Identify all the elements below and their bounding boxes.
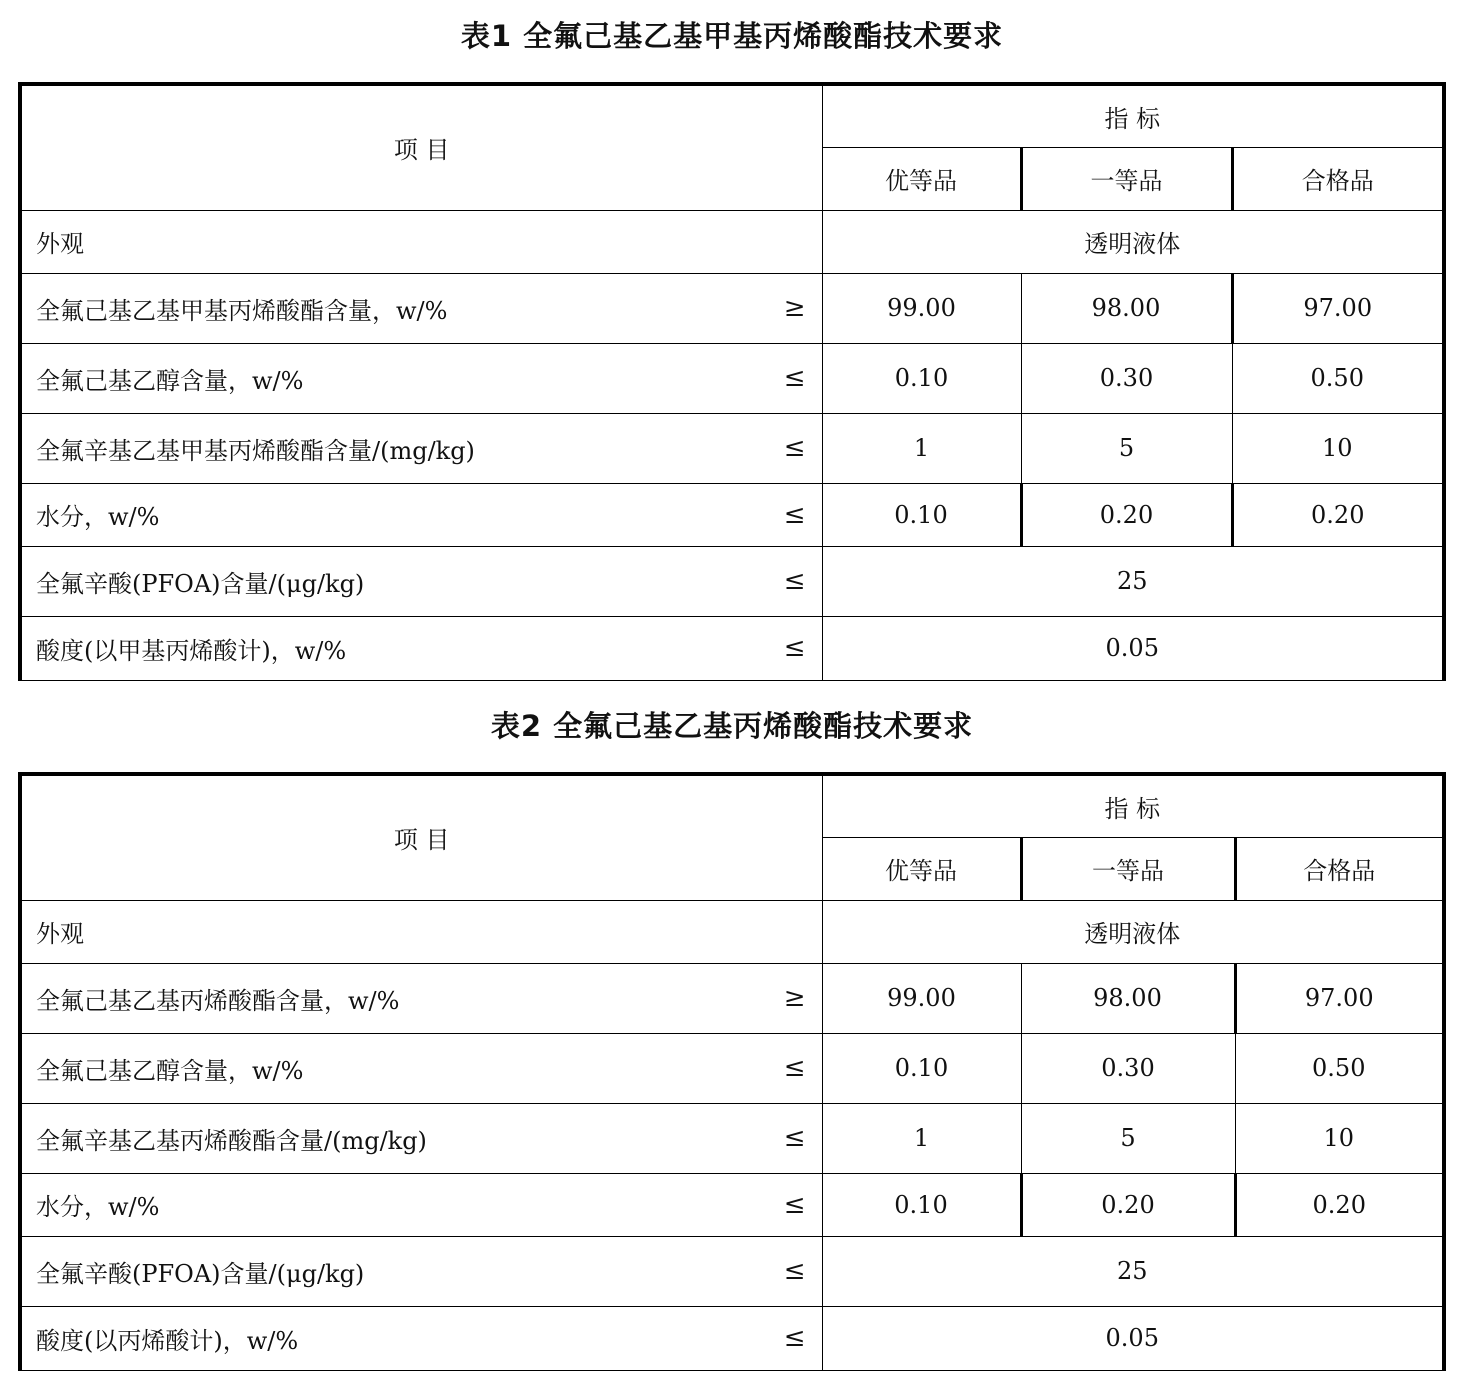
table-row [20,546,1444,616]
value-qualified: 10 [1235,1103,1444,1173]
row-label: 全氟辛酸(PFOA)含量/(μg/kg) [36,569,365,598]
merged-value: 25 [822,546,1444,616]
value-qualified: 97.00 [1232,273,1444,343]
header-grade-qualified: 合格品 [1235,837,1444,900]
row-label: 酸度(以丙烯酸计)，w/% [36,1326,299,1355]
table-row [20,1173,1444,1236]
table-1-caption: 表1 全氟己基乙基甲基丙烯酸酯技术要求 [460,19,1004,53]
header-grade-first: 一等品 [1021,147,1232,210]
value-first: 0.30 [1021,343,1232,413]
table-row [20,343,1444,413]
comparison-symbol: ≤ [783,1256,806,1286]
table-row [20,483,1444,546]
header-grade-premium: 优等品 [822,837,1021,900]
row-label: 全氟己基乙基甲基丙烯酸酯含量，w/% [36,296,448,325]
comparison-symbol: ≥ [783,293,806,323]
row-label: 水分，w/% [36,503,160,531]
value-qualified: 0.20 [1232,483,1444,546]
row-label: 水分，w/% [36,1193,160,1221]
value-first: 98.00 [1021,273,1232,343]
value-qualified: 0.20 [1235,1173,1444,1236]
row-label: 全氟辛酸(PFOA)含量/(μg/kg) [36,1259,365,1288]
appearance-value: 透明液体 [822,900,1444,963]
value-first: 5 [1021,413,1232,483]
comparison-symbol: ≤ [783,633,806,663]
comparison-symbol: ≤ [783,363,806,393]
comparison-symbol: ≤ [783,1053,806,1083]
merged-value: 0.05 [822,1306,1444,1370]
value-first: 98.00 [1021,963,1235,1033]
value-qualified: 97.00 [1235,963,1444,1033]
value-premium: 0.10 [822,343,1021,413]
table-2-caption: 表2 全氟己基乙基丙烯酸酯技术要求 [490,709,974,743]
comparison-symbol: ≤ [783,1189,806,1220]
value-premium: 1 [822,1103,1021,1173]
value-qualified: 10 [1232,413,1444,483]
comparison-symbol: ≤ [783,566,806,596]
row-label: 全氟己基乙基丙烯酸酯含量，w/% [36,986,400,1015]
header-grade-first: 一等品 [1021,837,1235,900]
row-label: 全氟己基乙醇含量，w/% [36,366,304,395]
header-item: 项 目 [20,84,822,210]
comparison-symbol: ≤ [783,1123,806,1153]
merged-value: 25 [822,1236,1444,1306]
row-label: 全氟辛基乙基甲基丙烯酸酯含量/(mg/kg) [36,436,475,465]
value-premium: 1 [822,413,1021,483]
value-premium: 0.10 [822,1173,1021,1236]
row-label: 全氟辛基乙基丙烯酸酯含量/(mg/kg) [36,1126,427,1155]
value-qualified: 0.50 [1232,343,1444,413]
table-row [20,1306,1444,1370]
merged-value: 0.05 [822,616,1444,680]
table-row [20,616,1444,680]
table-2 [18,772,1446,1371]
comparison-symbol: ≥ [783,983,806,1013]
comparison-symbol: ≤ [783,499,806,530]
row-label: 全氟己基乙醇含量，w/% [36,1056,304,1085]
comparison-symbol: ≤ [783,433,806,463]
value-premium: 99.00 [822,963,1021,1033]
value-first: 0.20 [1021,1173,1235,1236]
table-row [20,963,1444,1033]
value-premium: 0.10 [822,1033,1021,1103]
header-index: 指 标 [822,774,1444,837]
table-row [20,1236,1444,1306]
comparison-symbol: ≤ [783,1323,806,1353]
appearance-label: 外观 [20,210,822,273]
row-label: 酸度(以甲基丙烯酸计)，w/% [36,636,347,665]
value-first: 5 [1021,1103,1235,1173]
value-premium: 99.00 [822,273,1021,343]
header-item: 项 目 [20,774,822,900]
table-row [20,1103,1444,1173]
value-premium: 0.10 [822,483,1021,546]
header-grade-qualified: 合格品 [1232,147,1444,210]
value-first: 0.20 [1021,483,1232,546]
value-qualified: 0.50 [1235,1033,1444,1103]
appearance-label: 外观 [20,900,822,963]
header-index: 指 标 [822,84,1444,147]
appearance-value: 透明液体 [822,210,1444,273]
table-row [20,413,1444,483]
value-first: 0.30 [1021,1033,1235,1103]
table-row [20,273,1444,343]
table-row [20,1033,1444,1103]
table-1 [18,82,1446,681]
header-grade-premium: 优等品 [822,147,1021,210]
